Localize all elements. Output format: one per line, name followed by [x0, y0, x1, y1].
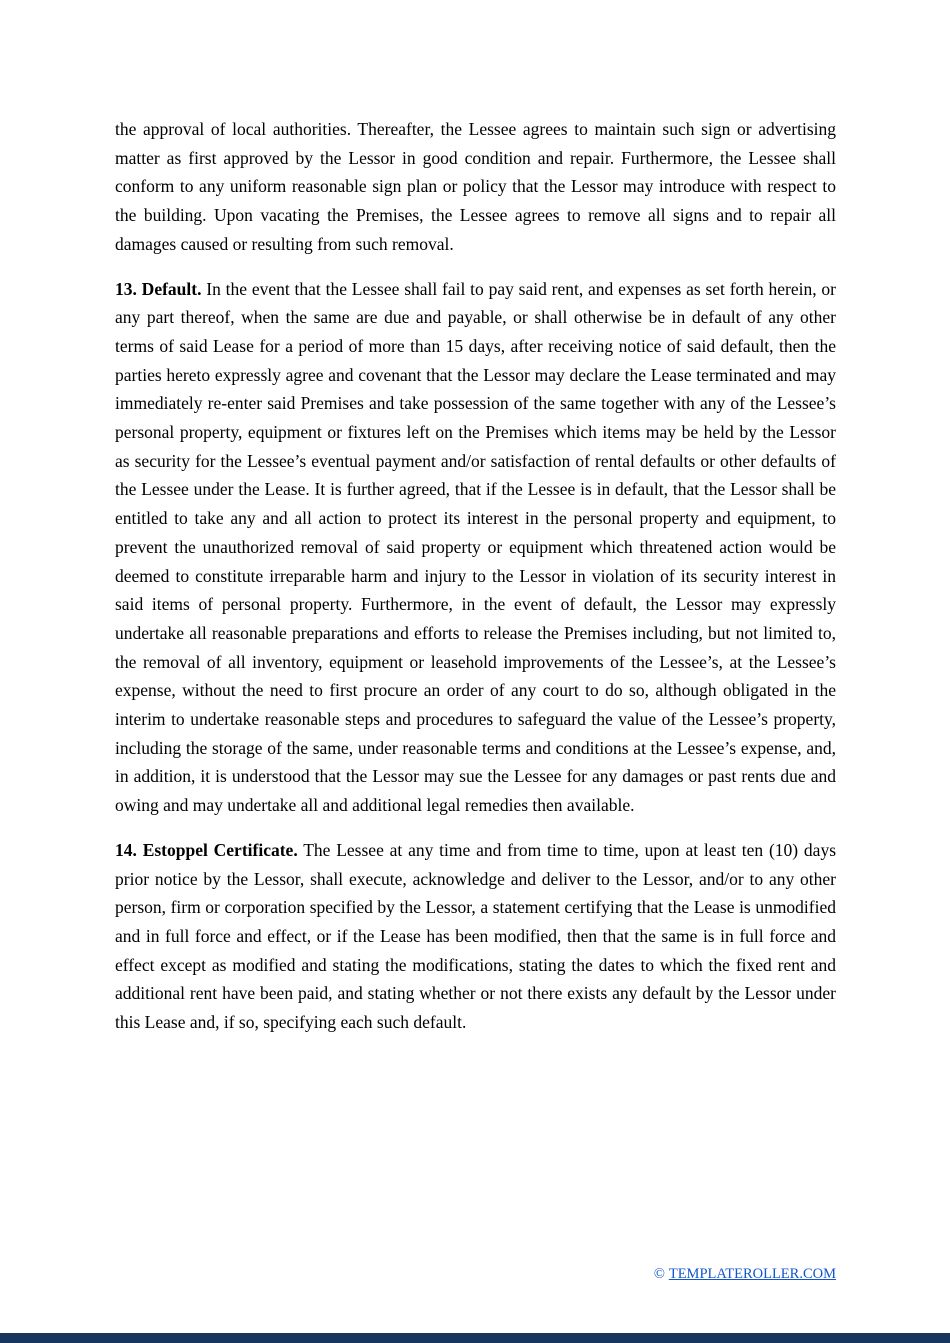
paragraph-text: In the event that the Lessee shall fail to pay said rent, and expenses as set forth herein, or any part thereof, when the same are due and payable, or shall otherwise be in default of any other terms of said Lease for a period of more than 15 days, after receiving notice of said default, then the parties hereto expressly agree and covenant that the Lessor may declare the Lease terminated and may immediately re-enter said Premises and take possession of the same together with any of the Lessee’s personal property, equipment or fixtures left on the Premises which items may be held by the Lessor as security for the Lessee’s eventual payment and/or satisfaction of rental defaults or other defaults of the Lessee under the Lease. It is further agreed, that if the Lessee is in default, that the Lessor shall be entitled to take any and all action to protect its interest in the personal property and equipment, to prevent the unauthorized removal of said property or equipment which threatened action would be deemed to constitute irreparable harm and injury to the Lessor in violation of its security interest in said items of personal property. Furthermore, in the event of default, the Lessor may expressly undertake all reasonable preparations and efforts to release the Premises including, but not limited to, the removal of all inventory, equipment or leasehold improvements of the Lessee’s, at the Lessee’s expense, without the need to first procure an order of any court to do so, although obligated in the interim to undertake reasonable steps and procedures to safeguard the value of the Lessee’s property, including the storage of the same, under reasonable terms and conditions at the Lessee’s expense, and, in addition, it is understood that the Lessor may sue the Lessee for any damages or past rents due and owing and may undertake all and additional legal remedies then available.: [115, 278, 837, 816]
clause-heading: 14. Estoppel Certificate.: [115, 839, 298, 860]
bottom-bar: [0, 1333, 950, 1343]
paragraph-text: the approval of local authorities. Thereafter, the Lessee agrees to maintain such sign or advertising matter as first approved by the Lessor in good condition and repair. Furthermore, the Lessee shall conform to any uniform reasonable sign plan or policy that the Lessor may introduce with respect to the building. Upon vacating the Premises, the Lessee agrees to remove all signs and to repair all damages caused or resulting from such removal.: [115, 119, 836, 254]
paragraph-text: The Lessee at any time and from time to time, upon at least ten (10) days prior notice by the Lessor, shall execute, acknowledge and deliver to the Lessor, and/or to any other person, firm or corporation specified by the Lessor, a statement certifying that the Lease is unmodified and in full force and effect, or if the Lease has been modified, then that the same is in full force and effect except as modified and stating the modifications, stating the dates to which the fixed rent and additional rent have been paid, and stating whether or not there exists any default by the Lessor under this Lease and, if so, specifying each such default.: [115, 839, 836, 1033]
paragraph-default-clause: [115, 275, 836, 820]
templateroller-link[interactable]: TEMPLATEROLLER.COM: [668, 1266, 836, 1282]
document-content: [115, 115, 836, 1053]
clause-heading: 13. Default.: [115, 278, 202, 299]
paragraph-estoppel-clause: [115, 836, 836, 1037]
copyright-symbol: ©: [653, 1266, 665, 1282]
paragraph-continuation: [115, 115, 836, 259]
page-footer: [654, 1266, 836, 1283]
